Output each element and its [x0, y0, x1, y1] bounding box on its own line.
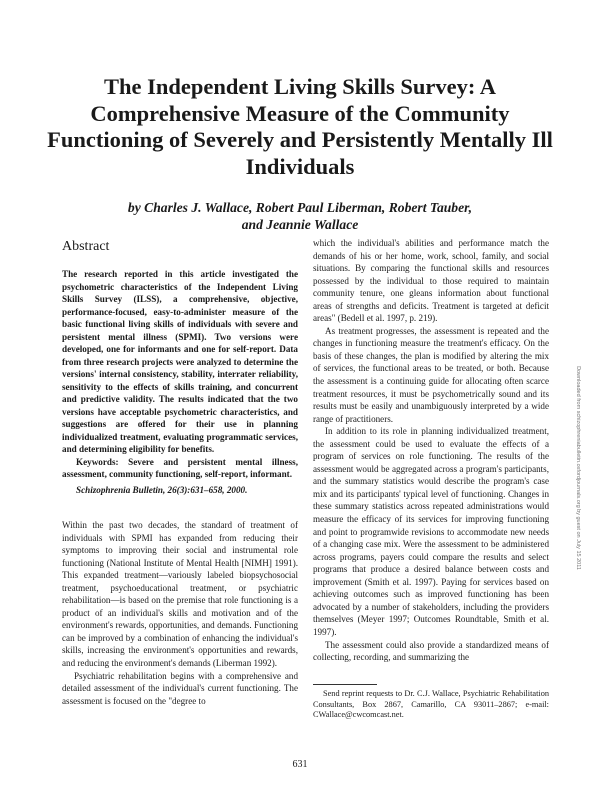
body-paragraph: which the individual's abilities and performance match the demands of his or her home, work, school, family, and social situations. By comparing the functional skills and resources possessed by the individual to those required to maintain community tenure, one gleans information about functional areas of strengths and deficits. Treatment is targeted at deficit areas" (Bedell et al. 1997, p. 219). — [313, 238, 549, 324]
keywords: Keywords: Severe and persistent mental illness, assessment, community functioning, self-report, informant. — [62, 456, 298, 479]
abstract-section — [62, 239, 298, 496]
body-paragraph: The assessment could also provide a standardized means of collecting, recording, and summarizing the — [313, 639, 549, 663]
download-watermark-text: Downloaded from schizophreniabulletin.oxfordjournals.org by guest on July 15 2011 — [575, 366, 581, 570]
body-paragraph: Within the past two decades, the standard of treatment of individuals with SPMI has expanded from reducing their symptoms to improving their social and instrumental role functioning (National Institute of Mental Health [NIMH] 1991). This expanded treatment—variously labeled biopsychosocial treatment, psychoeducational treatment, or psychiatric rehabilitation—is based on the premise that role functioning is a product of an individual's skills and motivation and of the environment's rewards, opportunities, and demands. Functioning can be improved by a combination of enhancing the individual's skills, increasing the environment's opportunities and rewards, and reducing the environment's demands (Liberman 1992). — [62, 520, 298, 669]
reprint-footnote: Send reprint requests to Dr. C.J. Wallace, Psychiatric Rehabilitation Consultants, Box 2867, Camarillo, CA 93011–2867; e-mail: CWallace@cwcomcast.net. — [313, 689, 549, 720]
article-title: The Independent Living Skills Survey: A Comprehensive Measure of the Community Functioning of Severely and Persistently Mentally Ill Individuals — [47, 74, 553, 179]
body-right-column — [313, 237, 549, 664]
abstract-heading: Abstract — [62, 239, 110, 254]
footnote-divider — [313, 684, 377, 685]
journal-citation: Schizophrenia Bulletin, 26(3):631–658, 2000. — [76, 484, 248, 495]
author-list — [40, 199, 560, 233]
body-paragraph: In addition to its role in planning individualized treatment, the assessment could be used to evaluate the effects of a program of services on role functioning. The results of the assessment would be aggregated across a program's participants, and the summary statistics would describe the program's case mix and its participants' typical level of functioning. Changes in these summary statistics across repeated administrations would measure the efficacy of its services for improving functioning and point to programwide revisions to accommodate new needs of a changing case mix. Were the assessment to be administered across programs, payers could compare the results and select programs that produce a desired balance between costs and improvement (Smith et al. 1997). Paying for services based on achieving outcomes such as improved functioning has been advocated by a number of stakeholders, including the providers themselves (Meyer 1997; Outcomes Roundtable, Smith et al. 1997). — [313, 426, 549, 637]
body-paragraph: As treatment progresses, the assessment is repeated and the changes in functioning measure the treatment's efficacy. On the basis of these changes, the plan is modified by altering the mix of services, the functional areas to be treated, or both. Because the assessment is a continuing guide for allocating often scarce treatment resources, it must be psychometrically sound and its results must be easily and unambiguously interpreted by a wide range of practitioners. — [313, 325, 549, 424]
author-line-1: by Charles J. Wallace, Robert Paul Liberman, Robert Tauber, — [127, 200, 473, 215]
body-left-column — [62, 519, 298, 707]
body-paragraph: Psychiatric rehabilitation begins with a comprehensive and detailed assessment of the individual's current functioning. The assessment is focused on the "degree to — [62, 670, 298, 706]
abstract-text: The research reported in this article investigated the psychometric characteristics of the Independent Living Skills Survey (ILSS), a comprehensive, objective, performance-focused, easy-to-administer measure of the basic functional living skills of individuals with severe and persistent mental illness (SPMI). Two versions were developed, one for informants and one for self-report. Data from three research projects were analyzed to determine the versions' internal consistency, stability, interrater reliability, sensitivity to the effects of skills training, and concurrent and predictive validity. The results indicated that the two versions have acceptable psychometric characteristics, and suggestions are offered for their use in planning individualized treatment, evaluating programmatic services, and determining eligibility for benefits. — [62, 269, 298, 454]
author-line-2: and Jeannie Wallace — [241, 217, 359, 232]
page-number: 631 — [292, 759, 308, 770]
